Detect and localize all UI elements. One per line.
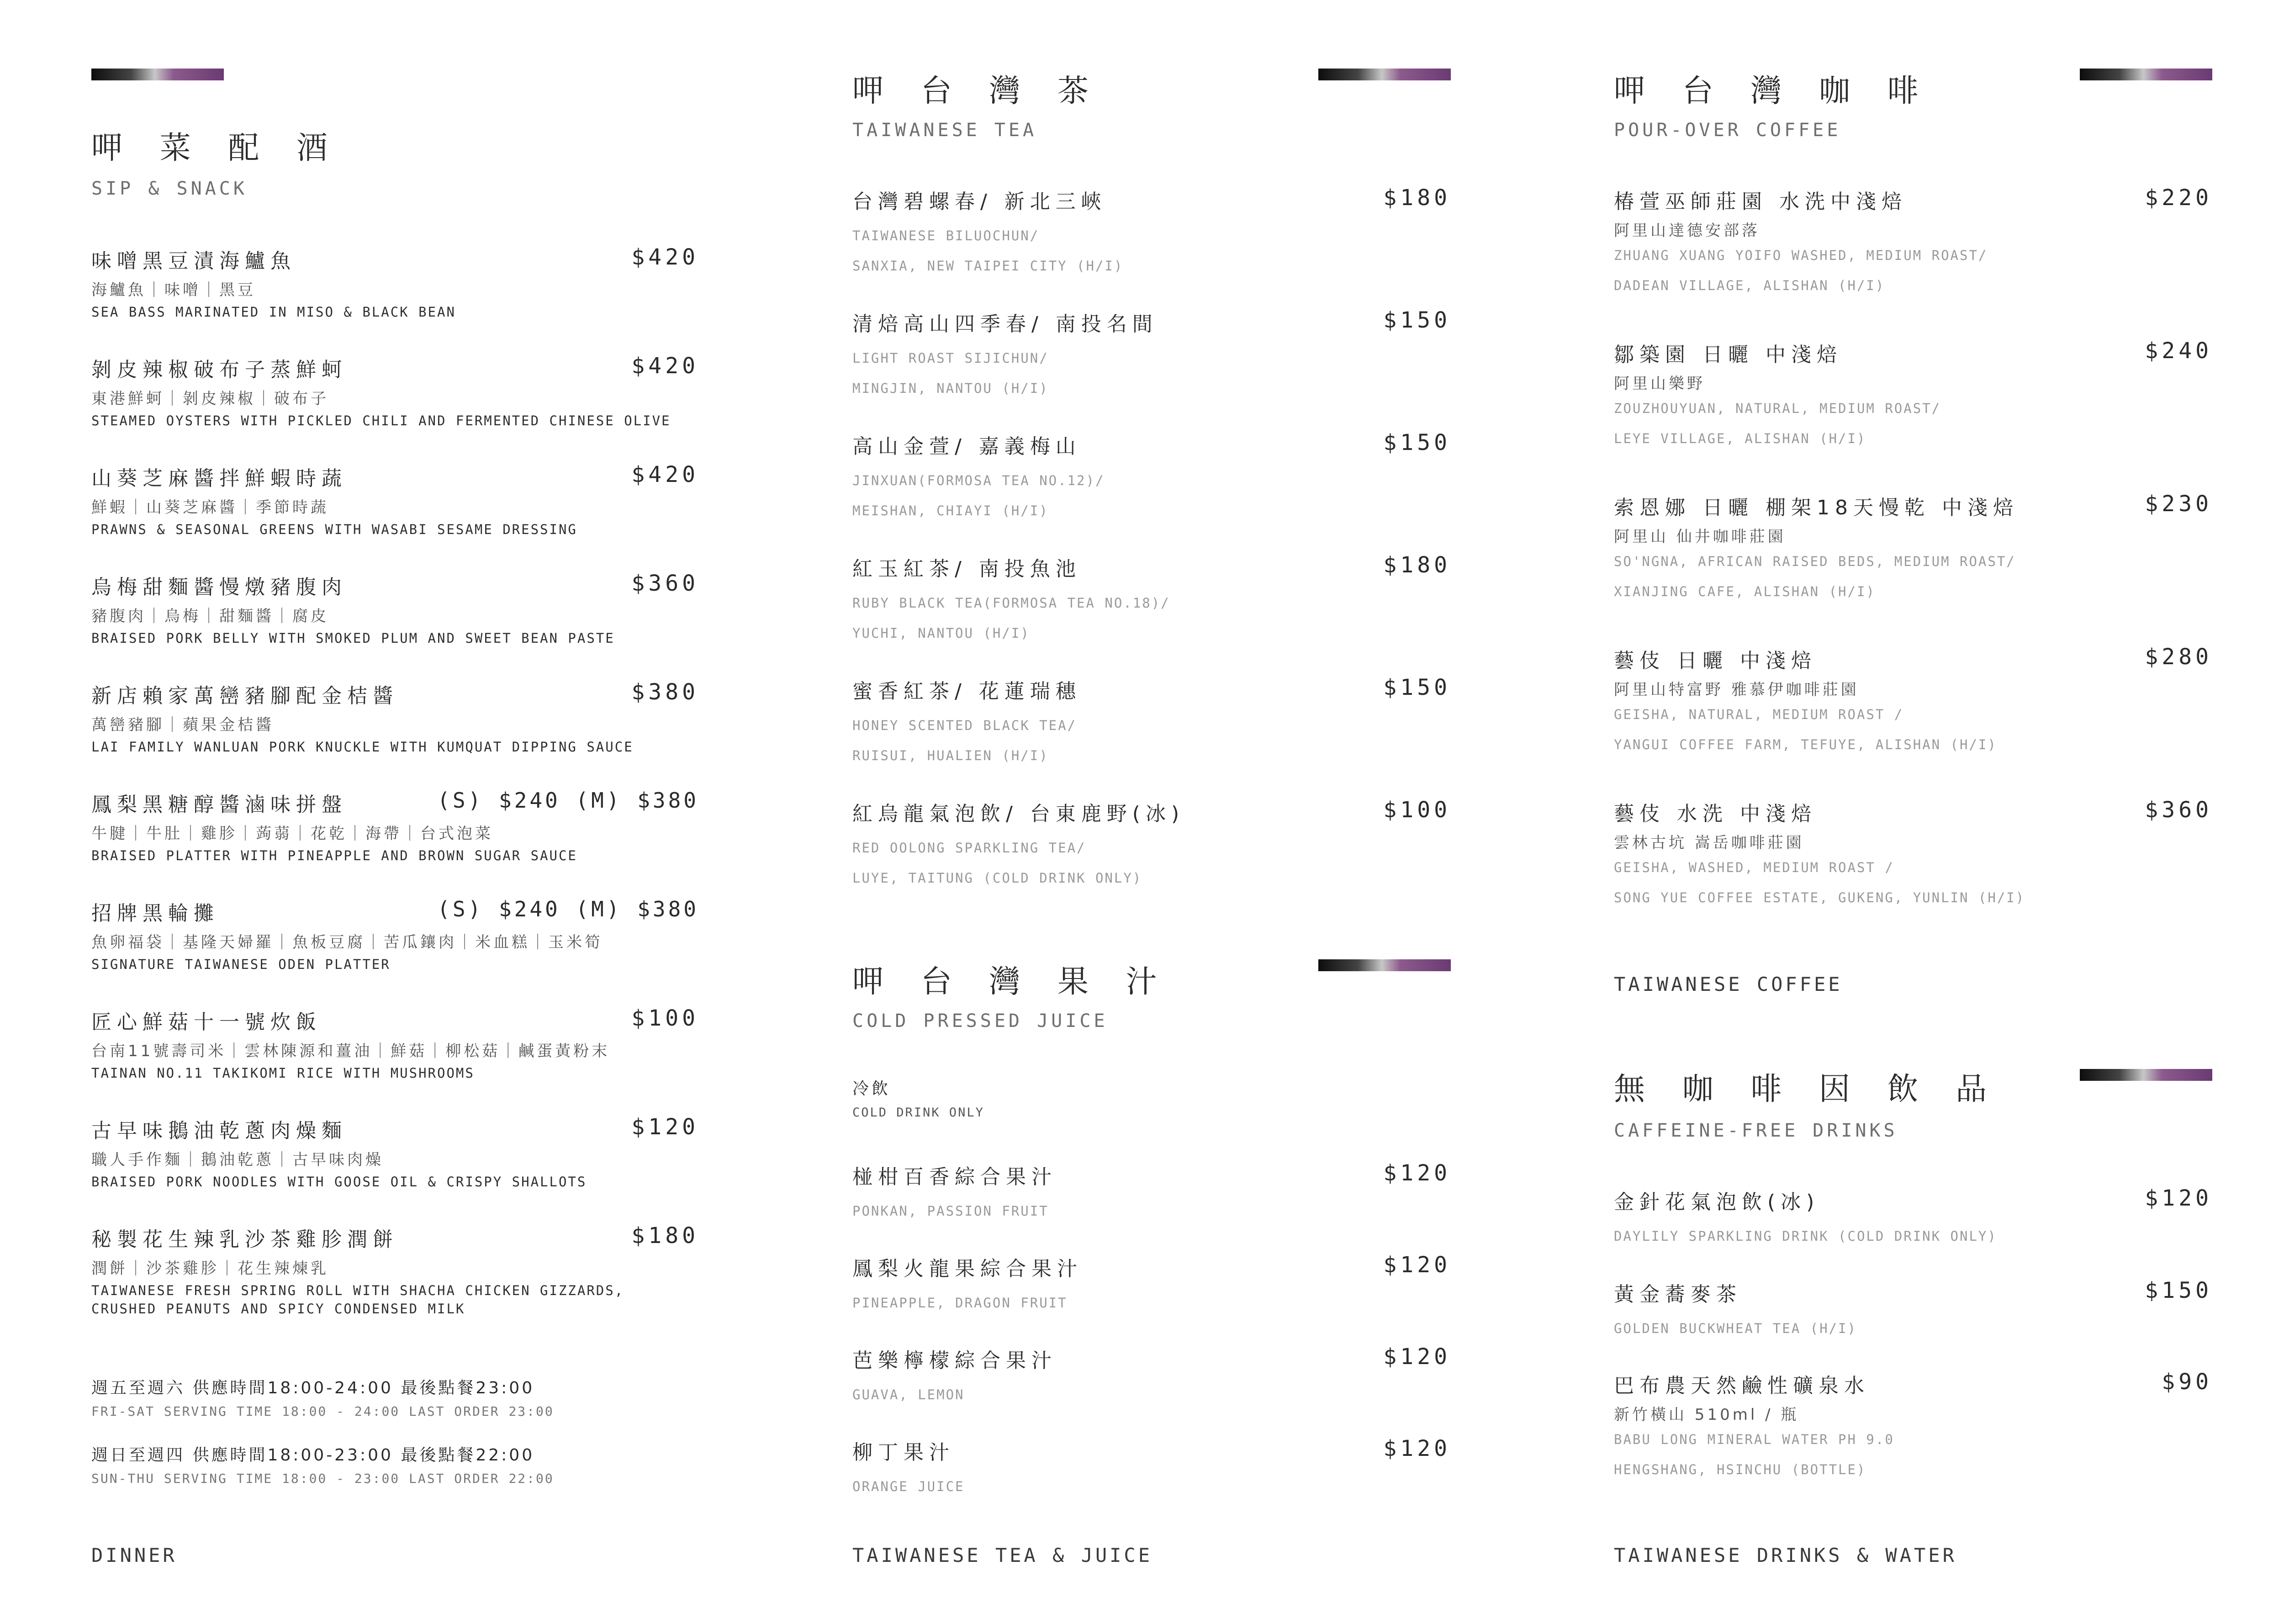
- item-description-en: TAIWANESE FRESH SPRING ROLL WITH SHACHA CHICKEN GIZZARDS,: [91, 1283, 624, 1298]
- item-origin-line1: GEISHA, NATURAL, MEDIUM ROAST /: [1614, 707, 1904, 722]
- hours-en: SUN-THU SERVING TIME 18:00 - 23:00 LAST ORDER 22:00: [91, 1471, 554, 1486]
- item-origin-line2: LEYE VILLAGE, ALISHAN (H/I): [1614, 431, 1866, 446]
- item-origin-line1: LIGHT ROAST SIJICHUN/: [852, 350, 1049, 366]
- item-description-en: PRAWNS & SEASONAL GREENS WITH WASABI SESAME DRESSING: [91, 522, 577, 537]
- item-ingredients: 海鱸魚｜味噌｜黑豆: [91, 281, 256, 299]
- item-origin-line1: GEISHA, WASHED, MEDIUM ROAST /: [1614, 860, 1894, 875]
- menu-column-tea-juice: [852, 0, 1451, 1624]
- item-origin-line2: SONG YUE COFFEE ESTATE, GUKENG, YUNLIN (H/I): [1614, 890, 2025, 905]
- menu-item: [91, 1223, 699, 1317]
- item-description-en: ORANGE JUICE: [852, 1479, 965, 1494]
- item-name: 鄒築園 日曬 中淺焙: [1614, 343, 1842, 366]
- item-description-en: PONKAN, PASSION FRUIT: [852, 1203, 1049, 1219]
- item-ingredients: 東港鮮蚵｜剝皮辣椒｜破布子: [91, 390, 329, 408]
- item-origin-line1: HONEY SCENTED BLACK TEA/: [852, 718, 1077, 733]
- item-price: $120: [1383, 1252, 1451, 1278]
- item-price: $150: [1383, 307, 1451, 333]
- menu-item: [1614, 1369, 2212, 1485]
- item-origin-line2: HENGSHANG, HSINCHU (BOTTLE): [1614, 1462, 1866, 1477]
- item-name: 蜜香紅茶/ 花蓮瑞穗: [852, 680, 1081, 703]
- menu-item: [852, 797, 1451, 893]
- item-name: 金針花氣泡飲(冰): [1614, 1190, 1820, 1214]
- item-origin-line2: MEISHAN, CHIAYI (H/I): [852, 503, 1049, 518]
- decorative-gradient-bar: [1318, 69, 1451, 80]
- menu-item: [852, 1252, 1451, 1318]
- menu-item: [1614, 491, 2212, 607]
- item-description-en: PINEAPPLE, DRAGON FRUIT: [852, 1295, 1068, 1311]
- item-price: $180: [1383, 185, 1451, 211]
- item-price: $120: [1383, 1160, 1451, 1186]
- menu-item: [852, 552, 1451, 648]
- column-footer: DINNER: [91, 1544, 177, 1566]
- item-origin-line2: YUCHI, NANTOU (H/I): [852, 625, 1030, 641]
- item-origin-line1: RED OOLONG SPARKLING TEA/: [852, 840, 1086, 856]
- item-description-en: GOLDEN BUCKWHEAT TEA (H/I): [1614, 1321, 1857, 1336]
- item-name: 鳳梨黑糖醇醬滷味拼盤: [91, 793, 347, 816]
- item-price: $120: [2145, 1185, 2212, 1211]
- decorative-gradient-bar: [91, 69, 224, 80]
- item-description-en: BRAISED PORK BELLY WITH SMOKED PLUM AND SWEET BEAN PASTE: [91, 630, 615, 646]
- item-description-en: BRAISED PORK NOODLES WITH GOOSE OIL & CRISPY SHALLOTS: [91, 1174, 587, 1190]
- menu-item: [1614, 338, 2212, 454]
- item-name: 新店賴家萬巒豬腳配金桔醬: [91, 684, 398, 708]
- decorative-gradient-bar: [1318, 959, 1451, 971]
- menu-item: [1614, 1278, 2212, 1344]
- section-title-en: POUR-OVER COFFEE: [1614, 120, 1841, 141]
- item-name: 紅玉紅茶/ 南投魚池: [852, 557, 1081, 581]
- menu-item: [852, 185, 1451, 281]
- item-name: 藝伎 水洗 中淺焙: [1614, 802, 1817, 825]
- item-name: 紅烏龍氣泡飲/ 台東鹿野(冰): [852, 802, 1185, 825]
- item-name: 芭樂檸檬綜合果汁: [852, 1349, 1057, 1372]
- item-price: $420: [631, 462, 699, 487]
- item-name: 古早味鵝油乾蔥肉燥麵: [91, 1119, 347, 1143]
- serving-hours-weekend: [91, 1375, 554, 1419]
- item-price: $240: [2145, 338, 2212, 364]
- cold-drink-en: COLD DRINK ONLY: [852, 1106, 984, 1120]
- hours-zh: 週日至週四 供應時間18:00-23:00 最後點餐22:00: [91, 1446, 535, 1465]
- item-price: $420: [631, 353, 699, 379]
- section-title-en: CAFFEINE-FREE DRINKS: [1614, 1120, 1898, 1141]
- item-name: 味噌黑豆漬海鱸魚: [91, 249, 296, 273]
- item-name: 烏梅甜麵醬慢燉豬腹肉: [91, 576, 347, 599]
- item-price: $90: [2162, 1369, 2212, 1395]
- item-price: $230: [2145, 491, 2212, 517]
- item-name: 高山金萱/ 嘉義梅山: [852, 435, 1081, 458]
- item-price: $120: [631, 1114, 699, 1140]
- item-name: 剝皮辣椒破布子蒸鮮蚵: [91, 358, 347, 381]
- item-origin-zh: 阿里山樂野: [1614, 375, 1705, 393]
- item-description-en: STEAMED OYSTERS WITH PICKLED CHILI AND FERMENTED CHINESE OLIVE: [91, 413, 671, 428]
- hours-en: FRI-SAT SERVING TIME 18:00 - 24:00 LAST ORDER 23:00: [91, 1404, 554, 1419]
- item-ingredients: 鮮蝦｜山葵芝麻醬｜季節時蔬: [91, 498, 329, 517]
- item-origin-line1: TAIWANESE BILUOCHUN/: [852, 228, 1040, 243]
- item-name: 招牌黑輪攤: [91, 902, 219, 925]
- item-name: 黃金蕎麥茶: [1614, 1283, 1742, 1306]
- item-name: 椿萱巫師莊園 水洗中淺焙: [1614, 190, 1907, 213]
- menu-item: [91, 1005, 699, 1081]
- item-origin-line1: ZHUANG XUANG YOIFO WASHED, MEDIUM ROAST/: [1614, 248, 1988, 263]
- item-description-en: SIGNATURE TAIWANESE ODEN PLATTER: [91, 957, 391, 972]
- column-footer: TAIWANESE DRINKS & WATER: [1614, 1544, 1957, 1566]
- item-origin-zh: 雲林古坑 嵩岳咖啡莊園: [1614, 834, 1804, 852]
- section-title-zh: 呷 台 灣 果 汁: [852, 964, 1171, 1000]
- item-description-en: GUAVA, LEMON: [852, 1387, 965, 1402]
- section-title-en: TAIWANESE TEA: [852, 120, 1037, 141]
- item-origin-line2: MINGJIN, NANTOU (H/I): [852, 381, 1049, 396]
- item-price: $120: [1383, 1436, 1451, 1461]
- menu-item: [852, 1436, 1451, 1502]
- item-origin-line2: SANXIA, NEW TAIPEI CITY (H/I): [852, 258, 1124, 274]
- hours-zh: 週五至週六 供應時間18:00-24:00 最後點餐23:00: [91, 1379, 535, 1397]
- item-origin-line1: RUBY BLACK TEA(FORMOSA TEA NO.18)/: [852, 595, 1170, 611]
- menu-column-coffee-drinks: [1614, 0, 2212, 1624]
- item-origin-line1: JINXUAN(FORMOSA TEA NO.12)/: [852, 473, 1105, 488]
- item-name: 清焙高山四季春/ 南投名間: [852, 312, 1158, 336]
- item-origin-line2: DADEAN VILLAGE, ALISHAN (H/I): [1614, 278, 1885, 293]
- decorative-gradient-bar: [2080, 1069, 2212, 1081]
- item-price: $150: [2145, 1278, 2212, 1303]
- item-price: (S) $240 (M) $380: [437, 897, 699, 921]
- item-description-en: DAYLILY SPARKLING DRINK (COLD DRINK ONLY): [1614, 1228, 1997, 1244]
- item-ingredients: 牛腱｜牛肚｜雞胗｜蒟蒻｜花乾｜海帶｜台式泡菜: [91, 825, 493, 843]
- item-name: 巴布農天然鹼性礦泉水: [1614, 1374, 1870, 1397]
- menu-item: [91, 1114, 699, 1190]
- item-description-en: SEA BASS MARINATED IN MISO & BLACK BEAN: [91, 304, 456, 320]
- menu-item: [852, 1344, 1451, 1410]
- item-ingredients: 魚卵福袋｜基隆天婦羅｜魚板豆腐｜苦瓜鑲肉｜米血糕｜玉米筍: [91, 933, 603, 952]
- item-name: 藝伎 日曬 中淺焙: [1614, 649, 1817, 672]
- item-name: 柳丁果汁: [852, 1441, 955, 1464]
- item-description-en: LAI FAMILY WANLUAN PORK KNUCKLE WITH KUMQUAT DIPPING SAUCE: [91, 739, 634, 755]
- item-name: 匠心鮮菇十一號炊飯: [91, 1010, 322, 1034]
- item-price: $100: [631, 1005, 699, 1031]
- item-origin-line1: SO'NGNA, AFRICAN RAISED BEDS, MEDIUM ROAST/: [1614, 554, 2016, 569]
- menu-item: [852, 1160, 1451, 1226]
- item-origin-line2: YANGUI COFFEE FARM, TEFUYE, ALISHAN (H/I): [1614, 737, 1997, 752]
- item-price: $120: [1383, 1344, 1451, 1370]
- item-name: 山葵芝麻醬拌鮮蝦時蔬: [91, 467, 347, 490]
- item-description-en: TAINAN NO.11 TAKIKOMI RICE WITH MUSHROOMS: [91, 1065, 475, 1081]
- section-title-en: COLD PRESSED JUICE: [852, 1010, 1108, 1032]
- section-title-zh: 呷 台 灣 茶: [852, 73, 1102, 109]
- item-description-en: BRAISED PLATTER WITH PINEAPPLE AND BROWN SUGAR SAUCE: [91, 848, 577, 863]
- item-price: $180: [631, 1223, 699, 1248]
- item-origin-zh: 阿里山 仙井咖啡莊園: [1614, 528, 1786, 546]
- menu-item: [91, 462, 699, 537]
- cold-drink-zh: 冷飲: [852, 1079, 891, 1098]
- menu-item: [91, 571, 699, 646]
- item-ingredients: 萬巒豬腳｜蘋果金桔醬: [91, 716, 274, 734]
- item-description-en-line2: CRUSHED PEANUTS AND SPICY CONDENSED MILK: [91, 1301, 465, 1317]
- menu-item: [91, 679, 699, 755]
- item-origin-zh: 新竹橫山 510ml / 瓶: [1614, 1406, 1799, 1424]
- item-price: $360: [2145, 797, 2212, 823]
- section-title-zh: 呷 菜 配 酒: [91, 130, 341, 166]
- decorative-gradient-bar: [2080, 69, 2212, 80]
- item-price: $150: [1383, 675, 1451, 700]
- menu-item: [1614, 644, 2212, 760]
- item-name: 椪柑百香綜合果汁: [852, 1165, 1057, 1189]
- menu-item: [1614, 797, 2212, 913]
- item-ingredients: 豬腹肉｜烏梅｜甜麵醬｜腐皮: [91, 607, 329, 625]
- menu-item: [91, 897, 699, 972]
- item-price: $180: [1383, 552, 1451, 578]
- coffee-section-label: TAIWANESE COFFEE: [1614, 973, 1843, 995]
- item-origin-line2: RUISUI, HUALIEN (H/I): [852, 748, 1049, 763]
- item-name: 秘製花生辣乳沙茶雞胗潤餅: [91, 1228, 398, 1251]
- item-price: $100: [1383, 797, 1451, 823]
- item-price: $420: [631, 244, 699, 270]
- column-footer: TAIWANESE TEA & JUICE: [852, 1544, 1153, 1566]
- menu-column-sip-snack: [91, 0, 699, 1624]
- item-origin-line2: XIANJING CAFE, ALISHAN (H/I): [1614, 584, 1876, 599]
- section-title-zh: 呷 台 灣 咖 啡: [1614, 73, 1932, 109]
- item-name: 鳳梨火龍果綜合果汁: [852, 1257, 1083, 1280]
- item-price: $380: [631, 679, 699, 705]
- item-ingredients: 職人手作麵｜鵝油乾蔥｜古早味肉燥: [91, 1151, 384, 1169]
- menu-item: [1614, 1185, 2212, 1251]
- item-ingredients: 潤餅｜沙茶雞胗｜花生辣煉乳: [91, 1259, 329, 1278]
- item-origin-zh: 阿里山特富野 雅慕伊咖啡莊園: [1614, 681, 1859, 699]
- menu-item: [852, 307, 1451, 403]
- menu-item: [91, 244, 699, 320]
- item-ingredients: 台南11號壽司米｜雲林陳源和薑油｜鮮菇｜柳松菇｜鹹蛋黃粉末: [91, 1042, 610, 1060]
- section-title-en: SIP & SNACK: [91, 178, 248, 199]
- section-title-zh: 無 咖 啡 因 飲 品: [1614, 1071, 2001, 1107]
- menu-item: [852, 675, 1451, 771]
- item-name: 索恩娜 日曬 棚架18天慢乾 中淺焙: [1614, 496, 2019, 519]
- menu-item: [91, 788, 699, 863]
- item-price: $280: [2145, 644, 2212, 670]
- menu-item: [852, 430, 1451, 526]
- menu-item: [1614, 185, 2212, 301]
- serving-hours-weekday: [91, 1442, 554, 1486]
- item-name: 台灣碧螺春/ 新北三峽: [852, 190, 1107, 213]
- cold-drink-note: [852, 1076, 984, 1120]
- item-price: (S) $240 (M) $380: [437, 788, 699, 813]
- item-description-en: BABU LONG MINERAL WATER PH 9.0: [1614, 1432, 1894, 1447]
- item-price: $220: [2145, 185, 2212, 211]
- item-origin-line2: LUYE, TAITUNG (COLD DRINK ONLY): [852, 870, 1142, 886]
- item-origin-line1: ZOUZHOUYUAN, NATURAL, MEDIUM ROAST/: [1614, 401, 1941, 416]
- item-price: $360: [631, 571, 699, 596]
- item-price: $150: [1383, 430, 1451, 455]
- menu-item: [91, 353, 699, 428]
- item-origin-zh: 阿里山達德安部落: [1614, 222, 1760, 240]
